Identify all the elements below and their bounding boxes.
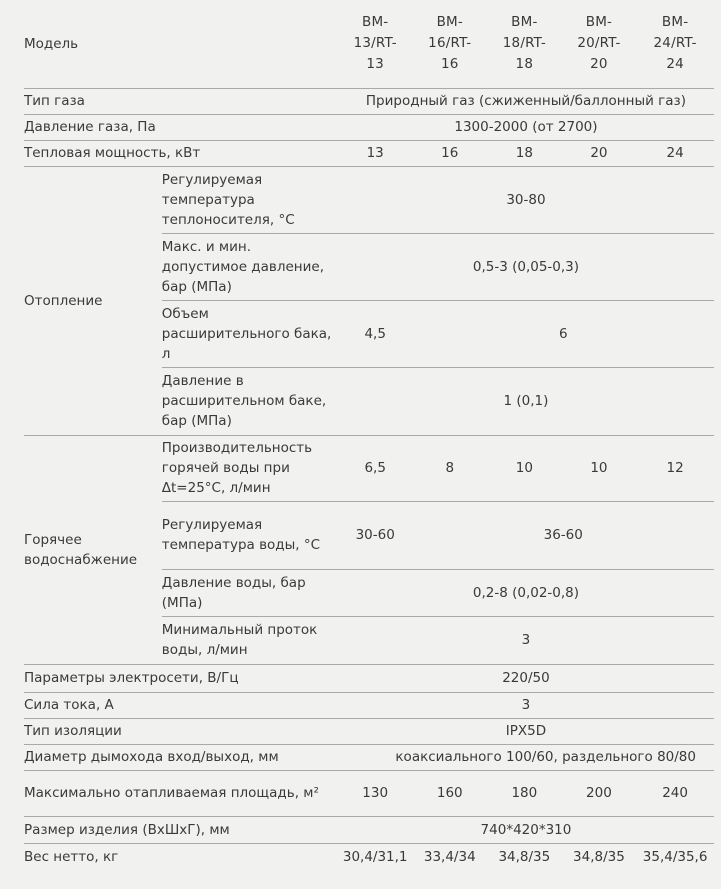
spec-table <box>24 0 714 870</box>
cell-value: 6,5 <box>338 435 413 501</box>
row-value: 0,5-3 (0,05-0,3) <box>338 233 714 300</box>
row-insulation <box>24 718 714 744</box>
row-label: Максимально отапливаемая площадь, м² <box>24 770 338 816</box>
cell-value: 10 <box>487 435 562 501</box>
model-label: Модель <box>24 0 338 88</box>
row-label: Давление воды, бар (МПа) <box>162 569 338 616</box>
model-col-20: BM- 20/RT- 20 <box>562 0 637 88</box>
group-hot-water-label: Горячее водоснабжение <box>24 435 162 664</box>
row-value: 1 (0,1) <box>338 367 714 435</box>
row-label: Сила тока, А <box>24 692 338 718</box>
row-label: Регулируемая температура теплоносителя, °С <box>162 166 338 233</box>
cell-value: 180 <box>487 770 562 816</box>
row-value: Природный газ (сжиженный/баллонный газ) <box>338 88 714 114</box>
model-col-24: BM- 24/RT- 24 <box>636 0 714 88</box>
cell-value: 6 <box>412 300 714 367</box>
row-value: коаксиального 100/60, раздельного 80/80 <box>338 744 714 770</box>
row-mains <box>24 664 714 692</box>
row-value: 3 <box>338 616 714 664</box>
row-label: Тепловая мощность, кВт <box>24 140 338 166</box>
cell-value: 24 <box>636 140 714 166</box>
cell-value: 34,8/35 <box>573 848 625 865</box>
row-gas-pressure <box>24 114 714 140</box>
row-value: 3 <box>338 692 714 718</box>
row-label: Регулируемая температура воды, °С <box>162 501 338 569</box>
row-value: 0,2-8 (0,02-0,8) <box>338 569 714 616</box>
row-label: Диаметр дымохода вход/выход, мм <box>24 744 338 770</box>
cell-value: 35,4/35,6 <box>642 848 708 865</box>
model-col-18: BM- 18/RT- 18 <box>487 0 562 88</box>
cell-value: 16 <box>412 140 487 166</box>
row-weight <box>24 843 714 870</box>
row-current <box>24 692 714 718</box>
cell-value: 13 <box>338 140 413 166</box>
row-label: Давление газа, Па <box>24 114 338 140</box>
row-value: 220/50 <box>338 664 714 692</box>
row-label: Давление в расширительном баке, бар (МПа) <box>162 367 338 435</box>
cell-value: 200 <box>562 770 637 816</box>
cell-value: 30,4/31,1 <box>342 848 408 865</box>
cell-value: 20 <box>562 140 637 166</box>
model-col-16: BM- 16/RT- 16 <box>412 0 487 88</box>
group-heating-label: Отопление <box>24 166 162 435</box>
row-label: Вес нетто, кг <box>24 848 119 865</box>
cell-value: 130 <box>338 770 413 816</box>
model-col-13: BM- 13/RT- 13 <box>338 0 413 88</box>
cell-value: 240 <box>636 770 714 816</box>
row-label: Производительность горячей воды при Δt=25°С, л/мин <box>162 435 338 501</box>
cell-value: 4,5 <box>338 300 413 367</box>
row-hw-capacity <box>24 435 714 501</box>
row-label: Размер изделия (ВхШхГ), мм <box>24 816 338 843</box>
row-gas-type <box>24 88 714 114</box>
row-heat-power <box>24 140 714 166</box>
row-heating-temp <box>24 166 714 233</box>
cell-value: 36-60 <box>412 501 714 569</box>
row-value: IPX5D <box>338 718 714 744</box>
cell-value: 160 <box>412 770 487 816</box>
row-value: 1300-2000 (от 2700) <box>338 114 714 140</box>
cell-value: 30-60 <box>338 501 413 569</box>
row-value: 30-80 <box>338 166 714 233</box>
cell-value: 18 <box>487 140 562 166</box>
row-value: 740*420*310 <box>338 816 714 843</box>
row-label: Объем расширительного бака, л <box>162 300 338 367</box>
cell-value: 8 <box>412 435 487 501</box>
header-row <box>24 0 714 88</box>
row-chimney <box>24 744 714 770</box>
cell-value: 34,8/35 <box>498 848 551 865</box>
row-label: Макс. и мин. допустимое давление, бар (МПа) <box>162 233 338 300</box>
row-label: Тип газа <box>24 88 338 114</box>
cell-value: 33,4/34 <box>423 848 476 865</box>
row-area <box>24 770 714 816</box>
row-label: Минимальный проток воды, л/мин <box>162 616 338 664</box>
row-label: Тип изоляции <box>24 718 338 744</box>
row-label: Параметры электросети, В/Гц <box>24 664 338 692</box>
row-size <box>24 816 714 843</box>
cell-value: 10 <box>562 435 637 501</box>
cell-value: 12 <box>636 435 714 501</box>
